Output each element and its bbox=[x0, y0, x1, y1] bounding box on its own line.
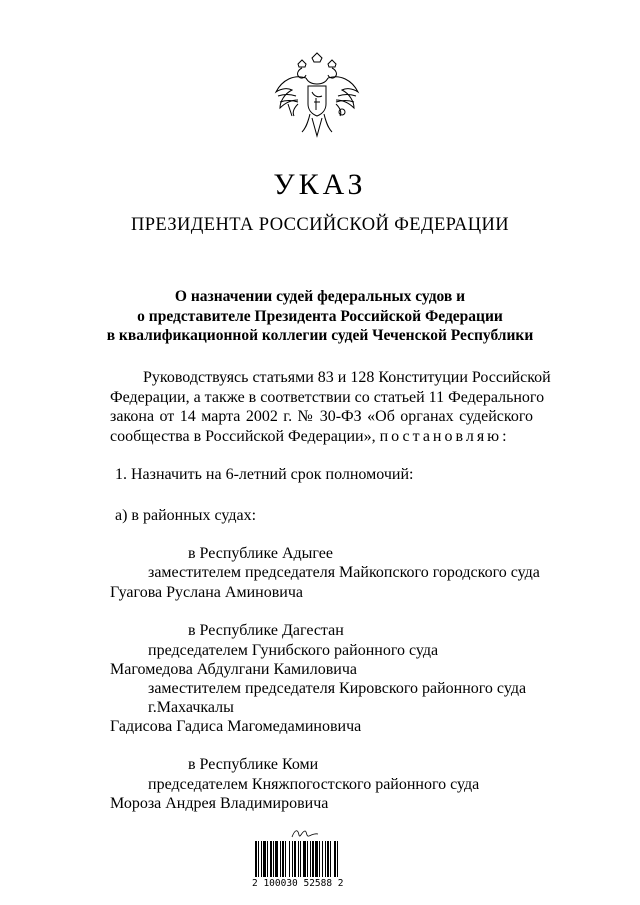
barcode-bar bbox=[270, 841, 272, 877]
barcode-bar bbox=[282, 841, 284, 877]
barcode-bar bbox=[298, 841, 299, 877]
barcode-bar bbox=[325, 841, 326, 877]
barcode-bar bbox=[280, 841, 281, 877]
barcode-bar bbox=[273, 841, 274, 877]
position-dagestan-2-city: г.Махачкалы bbox=[148, 699, 234, 716]
region-adygea: в Республике Адыгее bbox=[188, 545, 333, 562]
barcode-bar bbox=[312, 841, 314, 877]
barcode-bar bbox=[315, 841, 318, 877]
barcode-bar bbox=[330, 841, 331, 877]
preamble-line: Федерации, а также в соответствии со статьей 11 Федерального bbox=[110, 388, 545, 406]
person-komi: Мороза Андрея Владимировича bbox=[110, 795, 329, 812]
barcode-bar bbox=[303, 841, 306, 877]
barcode-bar bbox=[334, 841, 336, 877]
subject-line: в квалификационной коллегии судей Чеченской Республики bbox=[106, 327, 534, 344]
barcode-bar bbox=[292, 841, 293, 877]
preamble-paragraph bbox=[110, 368, 551, 446]
barcode-number: 2 100030 52588 2 bbox=[252, 878, 344, 889]
barcode-bar bbox=[261, 841, 262, 877]
barcode-icon bbox=[255, 841, 373, 877]
person-adygea: Гуагова Руслана Аминовича bbox=[110, 584, 303, 601]
barcode-bar bbox=[319, 841, 320, 877]
person-dagestan-2: Гадисова Гадиса Магомедаминовича bbox=[110, 718, 362, 735]
position-dagestan-1: председателем Гунибского районного суда bbox=[148, 642, 439, 659]
region-dagestan: в Республике Дагестан bbox=[188, 622, 344, 639]
item-1: 1. Назначить на 6-летний срок полномочий: bbox=[115, 466, 414, 483]
barcode-bar bbox=[327, 841, 329, 877]
position-adygea: заместителем председателя Майкопского городского суда bbox=[148, 564, 540, 581]
document-issuer-heading: ПРЕЗИДЕНТА РОССИЙСКОЙ ФЕДЕРАЦИИ bbox=[130, 215, 510, 235]
item-1a: а) в районных судах: bbox=[115, 507, 257, 524]
barcode-bar bbox=[255, 841, 257, 877]
barcode-bar bbox=[310, 841, 311, 877]
preamble-line bbox=[110, 427, 533, 447]
barcode-block bbox=[252, 825, 374, 895]
barcode-bar bbox=[307, 841, 308, 877]
position-komi: председателем Княжпогостского районного суда bbox=[148, 776, 480, 793]
barcode-bar bbox=[263, 841, 266, 877]
coat-of-arms-icon bbox=[272, 52, 362, 147]
barcode-bar bbox=[258, 841, 259, 877]
preamble-line: закона от 14 марта 2002 г. № 30-ФЗ «Об органах судейского bbox=[110, 408, 533, 425]
barcode-bar bbox=[285, 841, 286, 877]
barcode-bar bbox=[275, 841, 278, 877]
barcode-bar bbox=[267, 841, 268, 877]
region-komi: в Республике Коми bbox=[188, 756, 319, 773]
barcode-bar bbox=[322, 841, 323, 877]
preamble-line: Руководствуясь статьями 83 и 128 Конституции Российской bbox=[143, 369, 551, 386]
barcode-bar bbox=[294, 841, 296, 877]
preamble-line-text: сообщества в Российской Федерации», bbox=[110, 427, 376, 445]
subject-line: о представителе Президента Российской Федерации bbox=[137, 307, 503, 325]
subject-line: О назначении судей федеральных судов и bbox=[174, 288, 466, 305]
position-dagestan-2: заместителем председателя Кировского районного суда bbox=[148, 680, 527, 697]
barcode-bar bbox=[337, 841, 338, 877]
barcode-bar bbox=[300, 841, 301, 877]
document-type-heading: УКАЗ bbox=[273, 168, 367, 201]
person-dagestan-1: Магомедова Абдулгани Камиловича bbox=[110, 661, 357, 678]
decree-word: постановляю: bbox=[379, 427, 510, 445]
barcode-bar bbox=[289, 841, 290, 877]
decree-subject bbox=[0, 287, 640, 346]
handwritten-mark-icon bbox=[290, 825, 320, 841]
